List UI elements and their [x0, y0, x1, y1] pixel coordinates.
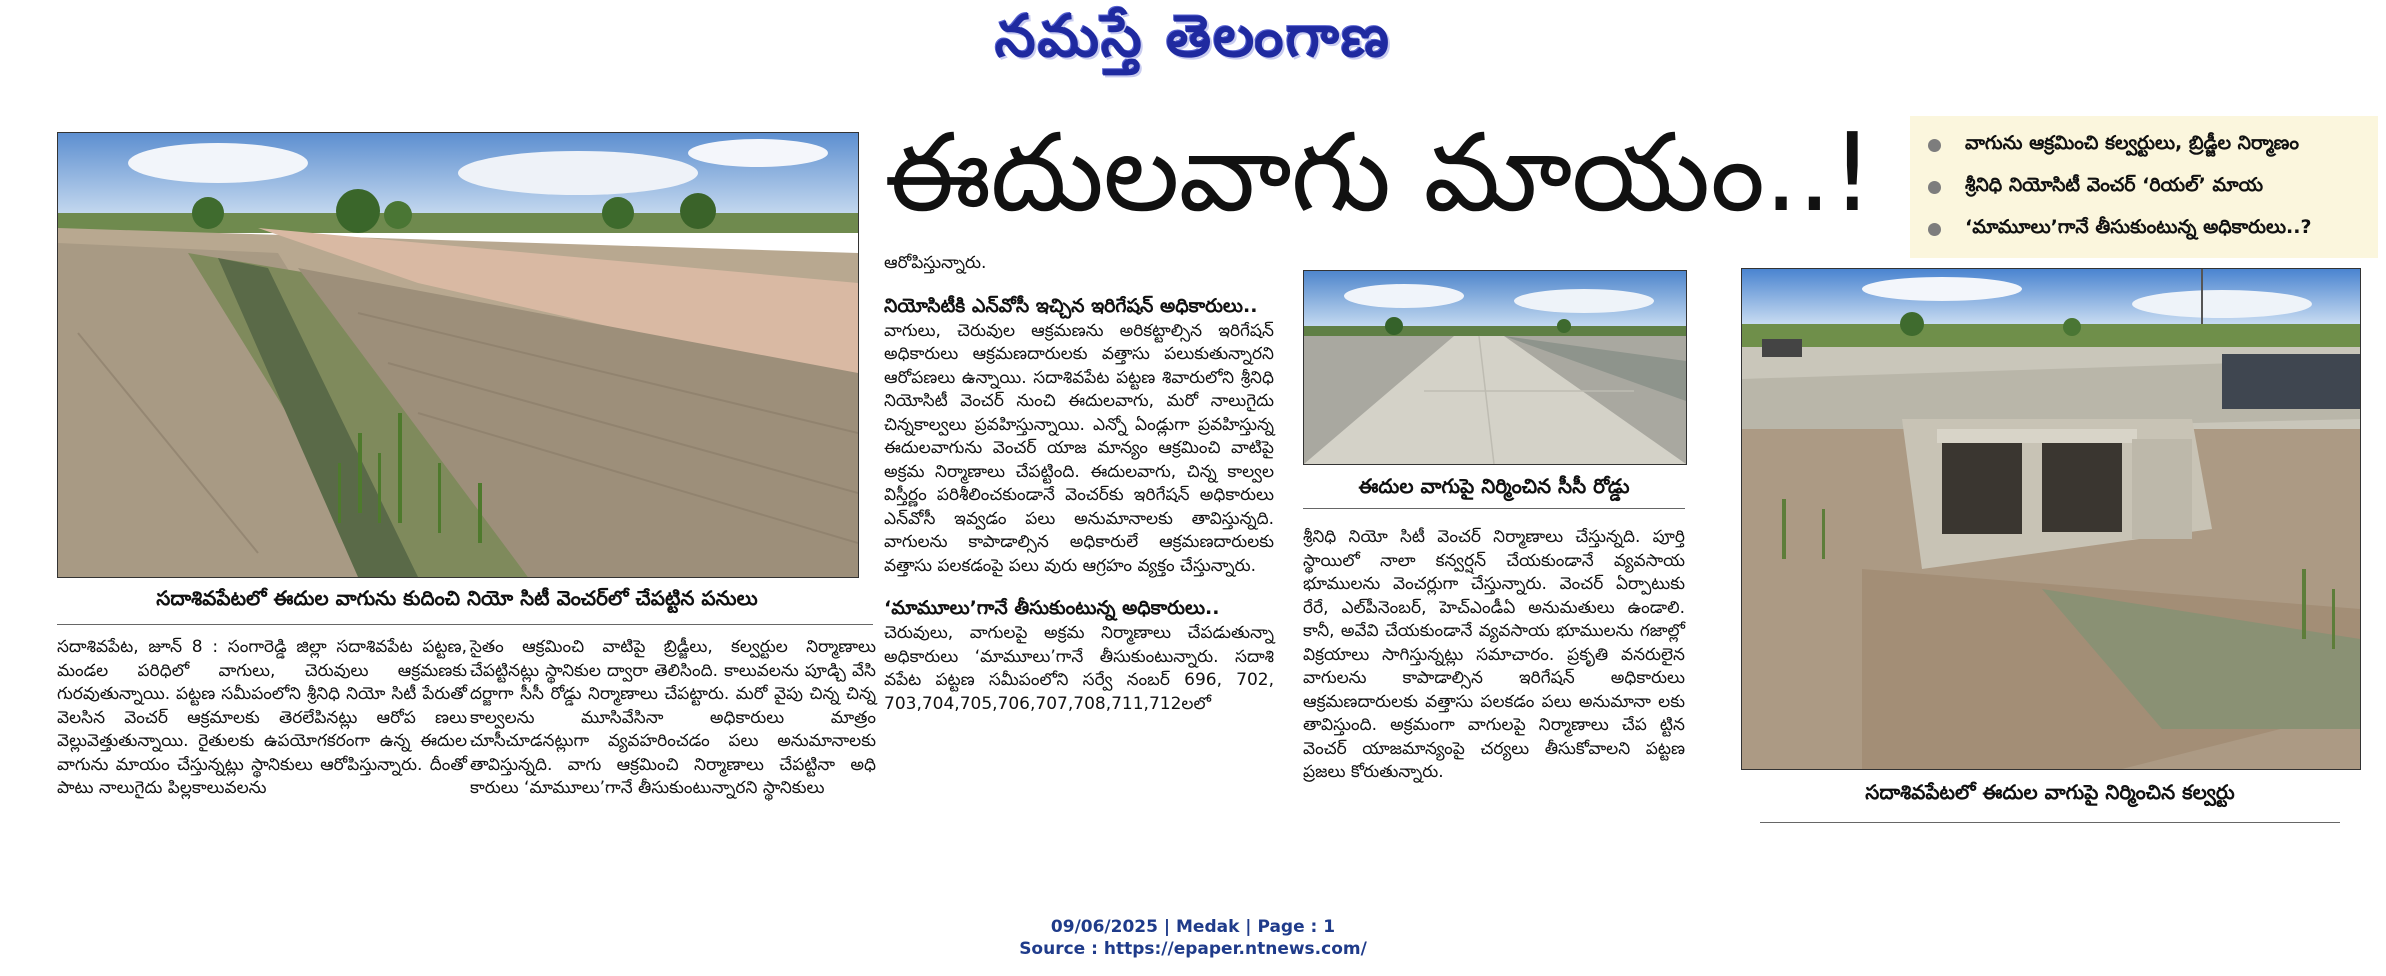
road-photo-caption: ఈదుల వాగుపై నిర్మించిన సీసీ రోడ్డు — [1358, 474, 1630, 498]
article-paragraph: సైతం ఆక్రమించి వాటిపై బ్రిడ్జీలు, కల్వర్టుల నిర్మాణాలు చేపట్టినట్లు స్థానికుల ద్వారా తెలిసింది. కాలువలను పూడ్చి వేసి దర్జాగా సీసీ రోడ్డు నిర్మాణాలు చేపట్టారు. మరో వైపు చిన్న చిన్న కాల్వలను మూసివేసినా అధికారులు మాత్రం చూసీచూడనట్లుగా వ్యవహరించడం పలు అనుమానాలకు తావిస్తున్నది. వాగు ఆక్రమించి నిర్మాణాలు చేపట్టినా అధి కారులు ‘మామూలు’గానే తీసుకుంటున్నారని స్థానికులు — [470, 637, 876, 798]
highlight-item: ‘మామూలు’గానే తీసుకుంటున్న అధికారులు..? — [1928, 208, 2364, 250]
culvert-photo-caption: సదాశివపేటలో ఈదుల వాగుపై నిర్మించిన కల్వర్టు — [1865, 780, 2235, 804]
subheading: నియోసిటీకి ఎన్‌వోసీ ఇచ్చిన ఇరిగేషన్‌ అధికారులు.. — [884, 294, 1258, 317]
divider — [57, 624, 873, 625]
canal-photo — [57, 132, 859, 578]
road-photo-image — [1304, 271, 1686, 464]
article-column-4 — [1303, 526, 1685, 785]
article-paragraph: ఆరోపిస్తున్నారు. — [884, 253, 987, 273]
article-column-3 — [884, 252, 1274, 716]
culvert-photo-image — [1742, 269, 2360, 769]
article-paragraph: శ్రీనిధి నియో సిటీ వెంచర్‌ నిర్మాణాలు చేస్తున్నది. పూర్తి స్థాయిలో నాలా కన్వర్షన్‌ చేయకుండానే వ్యవసాయ భూములను వెంచర్లుగా చేస్తున్నారు. వెంచర్‌ ఏర్పాటుకు రేరే, ఎల్‌పీనెంబర్‌, హెచ్‌ఎండీఏ అనుమతులు ఉండాలి. కానీ, అవేవి చేయకుండానే వ్యవసాయ భూములను గజాల్లో విక్రయాలు సాగిస్తున్నట్లు సమాచారం. ప్రకృతి వనరులైన వాగులను కాపాడాల్సిన ఇరిగేషన్‌ అధికారులు ఆక్రమణదారులకు వత్తాసు పలకడం పలు అనుమానా లకు తావిస్తుంది. అక్రమంగా వాగులపై నిర్మాణాలు చేప ట్టిన వెంచర్‌ యాజమాన్యంపై చర్యలు తీసుకోవాలని పట్టణ ప్రజలు కోరుతున్నారు. — [1303, 527, 1685, 782]
article-column-2 — [470, 636, 876, 801]
page-info: 09/06/2025 | Medak | Page : 1 — [1050, 917, 1336, 937]
main-photo-caption: సదాశివపేటలో ఈదుల వాగును కుదించి నియో సిటీ వెంచర్‌లో చేపట్టిన పనులు — [156, 586, 758, 610]
article-paragraph: వాగులు, చెరువుల ఆక్రమణను అరికట్టాల్సిన ఇరిగేషన్‌ అధికారులు ఆక్రమణదారులకు వత్తాసు పలుకుతున్నారని ఆరోపణలు ఉన్నాయి. సదాశివపేట పట్టణ శివారులోని శ్రీనిధి నియోసిటీ వెంచర్‌ నుంచి ఈదులవాగు, మరో నాలుగైదు చిన్నకాల్వలు ప్రవహిస్తున్నాయి. ఎన్నో ఏండ్లుగా ప్రవహిస్తున్న ఈదులవాగును వెంచర్‌ యాజ మాన్యం ఆక్రమించి వాటిపై అక్రమ నిర్మాణాలు చేపట్టింది. ఈదులవాగు, చిన్న కాల్వల విస్తీర్ణం పరిశీలించకుండానే వెంచర్‌కు ఇరిగేషన్‌ అధికారులు ఎన్‌వోసీ ఇవ్వడం పలు అనుమానాలకు తావిస్తున్నది. వాగులను కాపాడాల్సిన అధికారులే ఆక్రమణదారులకు వత్తాసు పలకడంపై పలు వురు ఆగ్రహం వ్యక్తం చేస్తున్నారు. — [884, 320, 1274, 576]
masthead-logo: నమస్తే తెలంగాణ — [995, 2, 1391, 70]
divider — [1760, 822, 2340, 823]
bullet-icon — [1928, 139, 1941, 152]
divider — [1303, 508, 1685, 509]
highlights-box — [1910, 116, 2378, 258]
bullet-icon — [1928, 223, 1941, 236]
article-paragraph: చెరువులు, వాగులపై అక్రమ నిర్మాణాలు చేపడుతున్నా అధికారులు ‘మామూలు’గానే తీసుకుంటున్నారు. సదాశి వపేట పట్టణ సమీపంలోని సర్వే నంబర్‌ 696, 702, 703,704,705,706,707,708,711,712లలో — [884, 623, 1274, 714]
article-paragraph: సదాశివపేట, జూన్‌ 8 : సంగారెడ్డి జిల్లా సదాశివపేట పట్టణ, మండల పరిధిలో వాగులు, చెరువులు ఆక్రమణకు గురవుతున్నాయి. పట్టణ సమీపంలోని శ్రీనిధి నియో సిటీ పేరుతో వెలసిన వెంచర్‌ ఆక్రమాలకు తెరలేపినట్లు ఆరోప ణలు వెల్లువెత్తుతున్నాయి. రైతులకు ఉపయోగకరంగా ఉన్న ఈదుల వాగును మాయం చేస్తున్నట్లు స్థానికులు ఆరోపిస్తున్నారు. దీంతో పాటు నాలుగైదు పిల్లకాలువలను — [57, 637, 467, 798]
road-photo — [1303, 270, 1687, 465]
article-column-1 — [57, 636, 467, 801]
highlight-item: వాగును ఆక్రమించి కల్వర్టులు, బ్రిడ్జీల నిర్మాణం — [1928, 124, 2364, 166]
canal-photo-image — [58, 133, 858, 577]
source-link[interactable]: Source : https://epaper.ntnews.com/ — [1019, 939, 1367, 959]
culvert-photo — [1741, 268, 2361, 770]
highlight-item: శ్రీనిధి నియోసిటీ వెంచర్‌ ‘రియల్‌’ మాయ — [1928, 166, 2364, 208]
bullet-icon — [1928, 181, 1941, 194]
headline: ఈదులవాగు మాయం..! — [884, 111, 1873, 236]
subheading: ‘మామూలు’గానే తీసుకుంటున్న అధికారులు.. — [884, 597, 1220, 619]
